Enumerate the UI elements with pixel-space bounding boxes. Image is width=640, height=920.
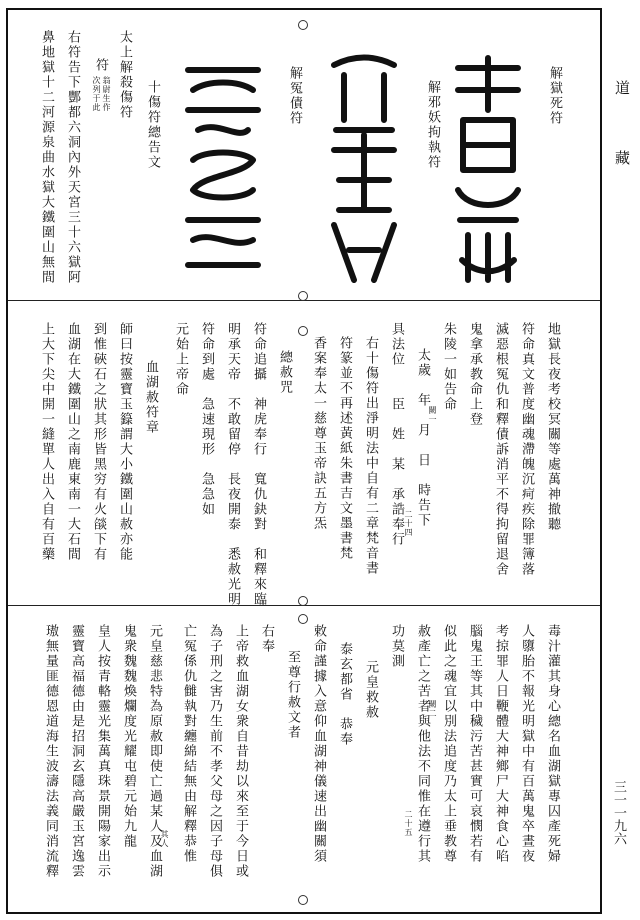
note-p1-2: 次列于此 [92, 76, 101, 112]
talisman-title-2: 解邪妖拘執符 [425, 80, 440, 170]
talisman-title-3: 解冤債符 [287, 66, 302, 126]
note-p3-1: 闕二 [428, 700, 437, 718]
text-col-p1-1: 十傷符總告文 [145, 80, 160, 170]
text-col-p2-1: 地獄長夜考校冥關等處萬神撤聽 [545, 322, 560, 532]
text-col-p2-6: 太歲 年 月 日 時告下 [415, 348, 430, 528]
text-col-p2-8: 右十傷符出淨明法中自有二章梵音書 [363, 336, 378, 576]
text-col-p3-6: 赦產亡之苦者與他法不同惟在遵行其 [415, 624, 430, 864]
text-col-p1-5: 鼻地獄十二河源泉曲水獄大鐵圍山無間 [39, 30, 54, 285]
text-col-p1-4: 右符告下酆都六洞內外天宮三十六獄阿 [65, 30, 80, 285]
punch-hole-1 [298, 20, 308, 30]
page-frame [6, 8, 602, 914]
talisman-seal-3 [178, 50, 268, 285]
talisman-seal-1 [448, 50, 528, 285]
text-col-p3-12: 右奉 [259, 624, 274, 654]
punch-hole-2 [298, 291, 308, 301]
text-col-p3-18: 皇人按青輅靈光集萬真珠景開陽家出示 [95, 624, 110, 879]
punch-hole-5 [298, 614, 308, 624]
note-p3-2: 二十五 [404, 810, 413, 837]
text-col-p3-7: 功莫測 [389, 624, 404, 669]
text-col-p3-11: 至尊行赦文者 [285, 650, 300, 740]
text-col-p2-18: 到惟硤石之狀其形皆黑穷有火燄下有 [91, 322, 106, 562]
text-col-p3-17: 鬼衆魏魏煥爛度光耀屯碧元始九龍 [121, 624, 136, 849]
punch-hole-4 [298, 596, 308, 606]
text-col-p2-10: 香案奉太一慈尊玉帝訣五方炁 [311, 336, 326, 531]
text-col-p2-15: 元始上帝命 [173, 322, 188, 397]
text-col-p2-20: 上大下尖中開一縫單人出入自有百藥 [39, 322, 54, 562]
text-col-p3-8: 元皇救赦 [363, 660, 378, 720]
text-col-p3-19: 靈寶高福德由是招洞玄隱高嚴玉宮逸雲 [69, 624, 84, 879]
punch-hole-3 [298, 326, 308, 336]
text-col-p3-5: 似此之魂宜以別法追度乃太上垂教尊 [441, 624, 456, 864]
text-col-p3-10: 敕命謹據入意仰血湖神儀速出幽關須 [311, 624, 326, 864]
text-col-p2-3: 滅惡根冤仇和釋債訴消平不得拘留退舍 [493, 322, 508, 577]
text-col-p2-19: 血湖在大鐵圍山之南鹿東南一大石間 [65, 322, 80, 562]
note-p3-3: 其人 [160, 830, 169, 848]
text-col-p3-13: 上帝救血湖女衆自昔劫以來至于今日或 [233, 624, 248, 879]
text-col-p3-20: 璈無量匪德恩道海生波濤法義同消流釋 [43, 624, 58, 879]
text-col-p3-1: 毒汁灌其身心總名血湖獄專囚產死婦 [545, 624, 560, 864]
text-col-p2-17: 師曰按靈寶玉籙謂大小鐵圍山赦亦能 [117, 322, 132, 562]
text-col-p3-16: 元皇慈悲特為原赦即使亡過某人及血湖 [147, 624, 162, 879]
text-col-p3-3: 考掠罪人日鞭體大神鄉尸大神食心啗 [493, 624, 508, 864]
text-col-p3-14: 為子刑之害乃生前不孝父母之因子母俱 [207, 624, 222, 879]
text-col-p3-15: 亡冤係仇雠執對纏綿結無由解釋恭惟 [181, 624, 196, 864]
text-col-p2-4: 鬼拿承教命上登 [467, 322, 482, 427]
text-col-p2-9: 符篆並不再述黃紙朱書吉文墨書梵 [337, 336, 352, 561]
note-p2-1: 闕一 [428, 406, 437, 424]
talisman-seal-2 [324, 50, 404, 285]
text-col-p2-16: 血湖赦符章 [143, 360, 158, 435]
text-col-p1-2: 太上解殺傷符 [117, 30, 132, 120]
text-col-p3-4: 腦鬼王等其中穢污苦甚實可哀憫若有 [467, 624, 482, 864]
page-number: 三一一九六 [611, 780, 626, 845]
side-label-mid: 藏 [613, 150, 631, 165]
text-col-p2-13: 明承天帝 不敢留停 長夜開泰 悉赦光明 [225, 322, 240, 607]
note-p2-2: 二十四 [404, 510, 413, 537]
text-col-p2-5: 朱陵一如告命 [441, 322, 456, 412]
text-col-p2-12: 符命追攝 神虎奉行 寬仇鈌對 和釋來臨 [251, 322, 266, 607]
text-col-p3-2: 人隳胎不報光明獄中有百萬鬼卒晝夜 [519, 624, 534, 864]
note-p1-1: 翁尉生作 [102, 76, 111, 112]
side-label-top: 道 [613, 80, 631, 95]
text-col-p1-3: 符 [93, 58, 108, 73]
talisman-title-1: 解獄死符 [547, 66, 562, 126]
text-col-p2-14: 符命到處 急速現形 急急如 [199, 322, 214, 517]
text-col-p2-2: 符命真文普度幽魂滯魄沉疴疾除罪簿落 [519, 322, 534, 577]
text-col-p2-7: 具法位 臣 姓 某 承誥奉行 [389, 322, 404, 547]
punch-hole-6 [298, 895, 308, 905]
text-col-p2-11: 總赦咒 [277, 350, 292, 395]
text-col-p3-9: 泰玄都省 恭奉 [337, 642, 352, 747]
